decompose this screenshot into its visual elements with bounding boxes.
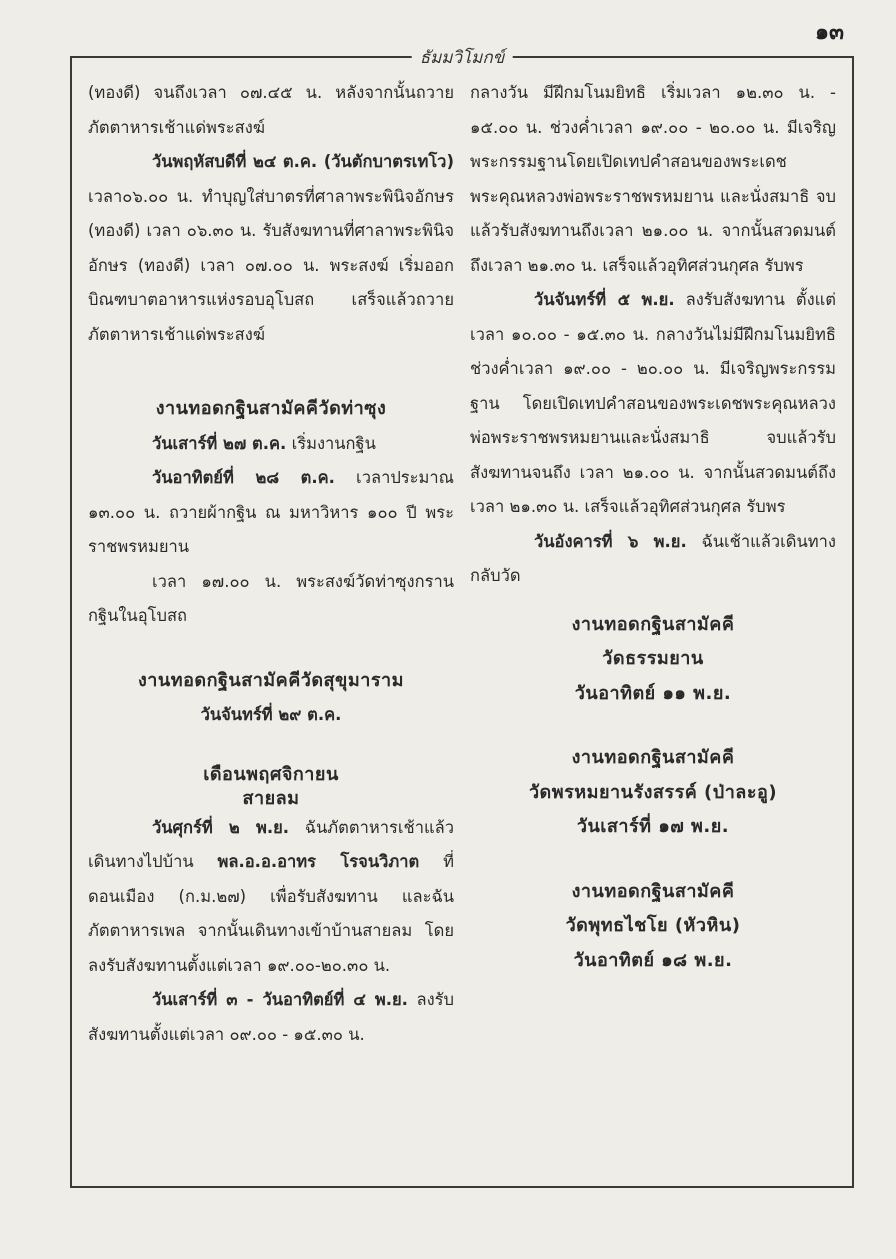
paragraph-thursday	[88, 145, 454, 352]
event-title: งานทอดกฐินสามัคคี	[571, 613, 735, 635]
date-heading: วันเสาร์ที่ ๓ - วันอาทิตย์ที่ ๔ พ.ย.	[152, 990, 408, 1009]
event-place: วัดพุทธไชโย (หัวหิน)	[565, 915, 741, 936]
date-heading: วันจันทร์ที่ ๒๙ ต.ค.	[200, 705, 342, 724]
section-title-sukhumaram: งานทอดกฐินสามัคคีวัดสุขุมาราม	[138, 669, 404, 691]
event-date: วันอาทิตย์ ๑๘ พ.ย.	[573, 949, 733, 971]
date-heading: วันอังคารที่ ๖ พ.ย.	[534, 531, 687, 551]
event-line: วันอาทิตย์ที่ ๒๘ ต.ค. เวลาประมาณ ๑๓.๐๐ น. ถวายผ้ากฐิน ณ มหาวิหาร ๑๐๐ ปี พระราชพรหมยาน	[88, 468, 454, 556]
person-name: พล.อ.อ.อาทร โรจนวิภาต	[217, 852, 420, 871]
event-place: วัดธรรมยาน	[602, 648, 704, 669]
date-heading: วันอาทิตย์ที่ ๒๘ ต.ค.	[152, 468, 335, 487]
page-number: ๑๓	[814, 20, 844, 45]
section-subtitle-sailom: สายลม	[242, 787, 300, 809]
date-heading: วันศุกร์ที่ ๒ พ.ย.	[152, 817, 290, 837]
event-date: วันอาทิตย์ ๑๑ พ.ย.	[574, 682, 732, 704]
event-line: เวลา ๑๗.๐๐ น. พระสงฆ์วัดท่าซุงกรานกฐินในอุโบสถ	[88, 571, 454, 625]
paragraph-continuation: (ทองดี) จนถึงเวลา ๐๗.๔๕ น. หลังจากนั้นถวายภัตตาหารเช้าแด่พระสงฆ์	[88, 83, 454, 137]
event-line: วันเสาร์ที่ ๒๗ ต.ค. เริ่มงานกฐิน	[152, 433, 376, 453]
event-place: วัดพรหมยานรังสรรค์ (ป่าละอู)	[528, 781, 778, 803]
date-heading: วันพฤหัสบดีที่ ๒๔ ต.ค. (วันตักบาตรเทโว)	[152, 152, 454, 171]
section-title-tha-sung: งานทอดกฐินสามัคคีวัดท่าซุง	[155, 398, 387, 419]
date-heading: วันเสาร์ที่ ๒๗ ต.ค.	[152, 433, 287, 453]
paragraph-friday: วันศุกร์ที่ ๒ พ.ย. ฉันภัตตาหารเช้าแล้ว เดินทางไปบ้าน พล.อ.อ.อาทร โรจนวิภาต ที่ดอนเมือง (ก.ม.๒๗) เพื่อรับสังฆทาน และฉันภัตตาหารเพล จากนั้นเดินทางเข้าบ้านสายลม โดยลงรับสังฆทานตั้งแต่เวลา ๑๙.๐๐-๒๐.๓๐ น.	[88, 817, 454, 975]
event-title: งานทอดกฐินสามัคคี	[571, 747, 735, 768]
left-column	[88, 76, 454, 1052]
event-title: งานทอดกฐินสามัคคี	[571, 880, 735, 902]
paragraph-saturday: วันเสาร์ที่ ๓ - วันอาทิตย์ที่ ๔ พ.ย. ลงรับสังฆทานตั้งแต่เวลา ๐๙.๐๐ - ๑๕.๓๐ น.	[88, 990, 454, 1044]
paragraph-continuation: กลางวัน มีฝึกมโนมยิทธิ เริ่มเวลา ๑๒.๓๐ น. - ๑๕.๐๐ น. ช่วงค่ำเวลา ๑๙.๐๐ - ๒๐.๐๐ น. มีเจริญพระกรรมฐานโดยเปิดเทปคำสอนของพระเดชพระคุณหลวงพ่อพระราชพรหมยาน และนั่งสมาธิ จบแล้วรับสังฆทานถึงเวลา ๒๑.๐๐ น. จากนั้นสวดมนต์ถึงเวลา ๒๑.๓๐ น. เสร็จแล้วอุทิศส่วนกุศล รับพร	[470, 83, 836, 275]
section-title-november: เดือนพฤศจิกายน	[203, 763, 339, 785]
date-heading: วันจันทร์ที่ ๕ พ.ย.	[534, 290, 675, 309]
page-frame	[70, 48, 854, 1188]
paragraph-tuesday: วันอังคารที่ ๖ พ.ย. ฉันเช้าแล้วเดินทางกลับวัด	[470, 531, 836, 585]
right-column	[470, 76, 836, 978]
running-header: ธัมมวิโมกข์	[412, 44, 513, 71]
paragraph-text: เวลา๐๖.๐๐ น. ทำบุญใส่บาตรที่ศาลาพระพินิจอักษร (ทองดี) เวลา ๐๖.๓๐ น. รับสังฆทานที่ศาลาพระพินิจอักษร (ทองดี) เวลา ๐๗.๐๐ น. พระสงฆ์ เริ่มออกบิณฑบาตอาหารแห่งรอบอุโบสถ เสร็จแล้วถวายภัตตาหารเช้าแด่พระสงฆ์	[88, 186, 454, 344]
paragraph-monday: วันจันทร์ที่ ๕ พ.ย. ลงรับสังฆทาน ตั้งแต่เวลา ๑๐.๐๐ - ๑๕.๓๐ น. กลางวันไม่มีฝึกมโนมยิทธิ ช่วงค่ำเวลา ๑๙.๐๐ - ๒๐.๐๐ น. มีเจริญพระกรรมฐาน โดยเปิดเทปคำสอนของพระเดชพระคุณหลวงพ่อพระราชพรหมยานและนั่งสมาธิ จบแล้วรับสังฆทานจนถึง เวลา ๒๑.๐๐ น. จากนั้นสวดมนต์ถึงเวลา ๒๑.๓๐ น. เสร็จแล้วอุทิศส่วนกุศล รับพร	[470, 290, 836, 516]
event-date: วันเสาร์ที่ ๑๗ พ.ย.	[576, 816, 730, 837]
